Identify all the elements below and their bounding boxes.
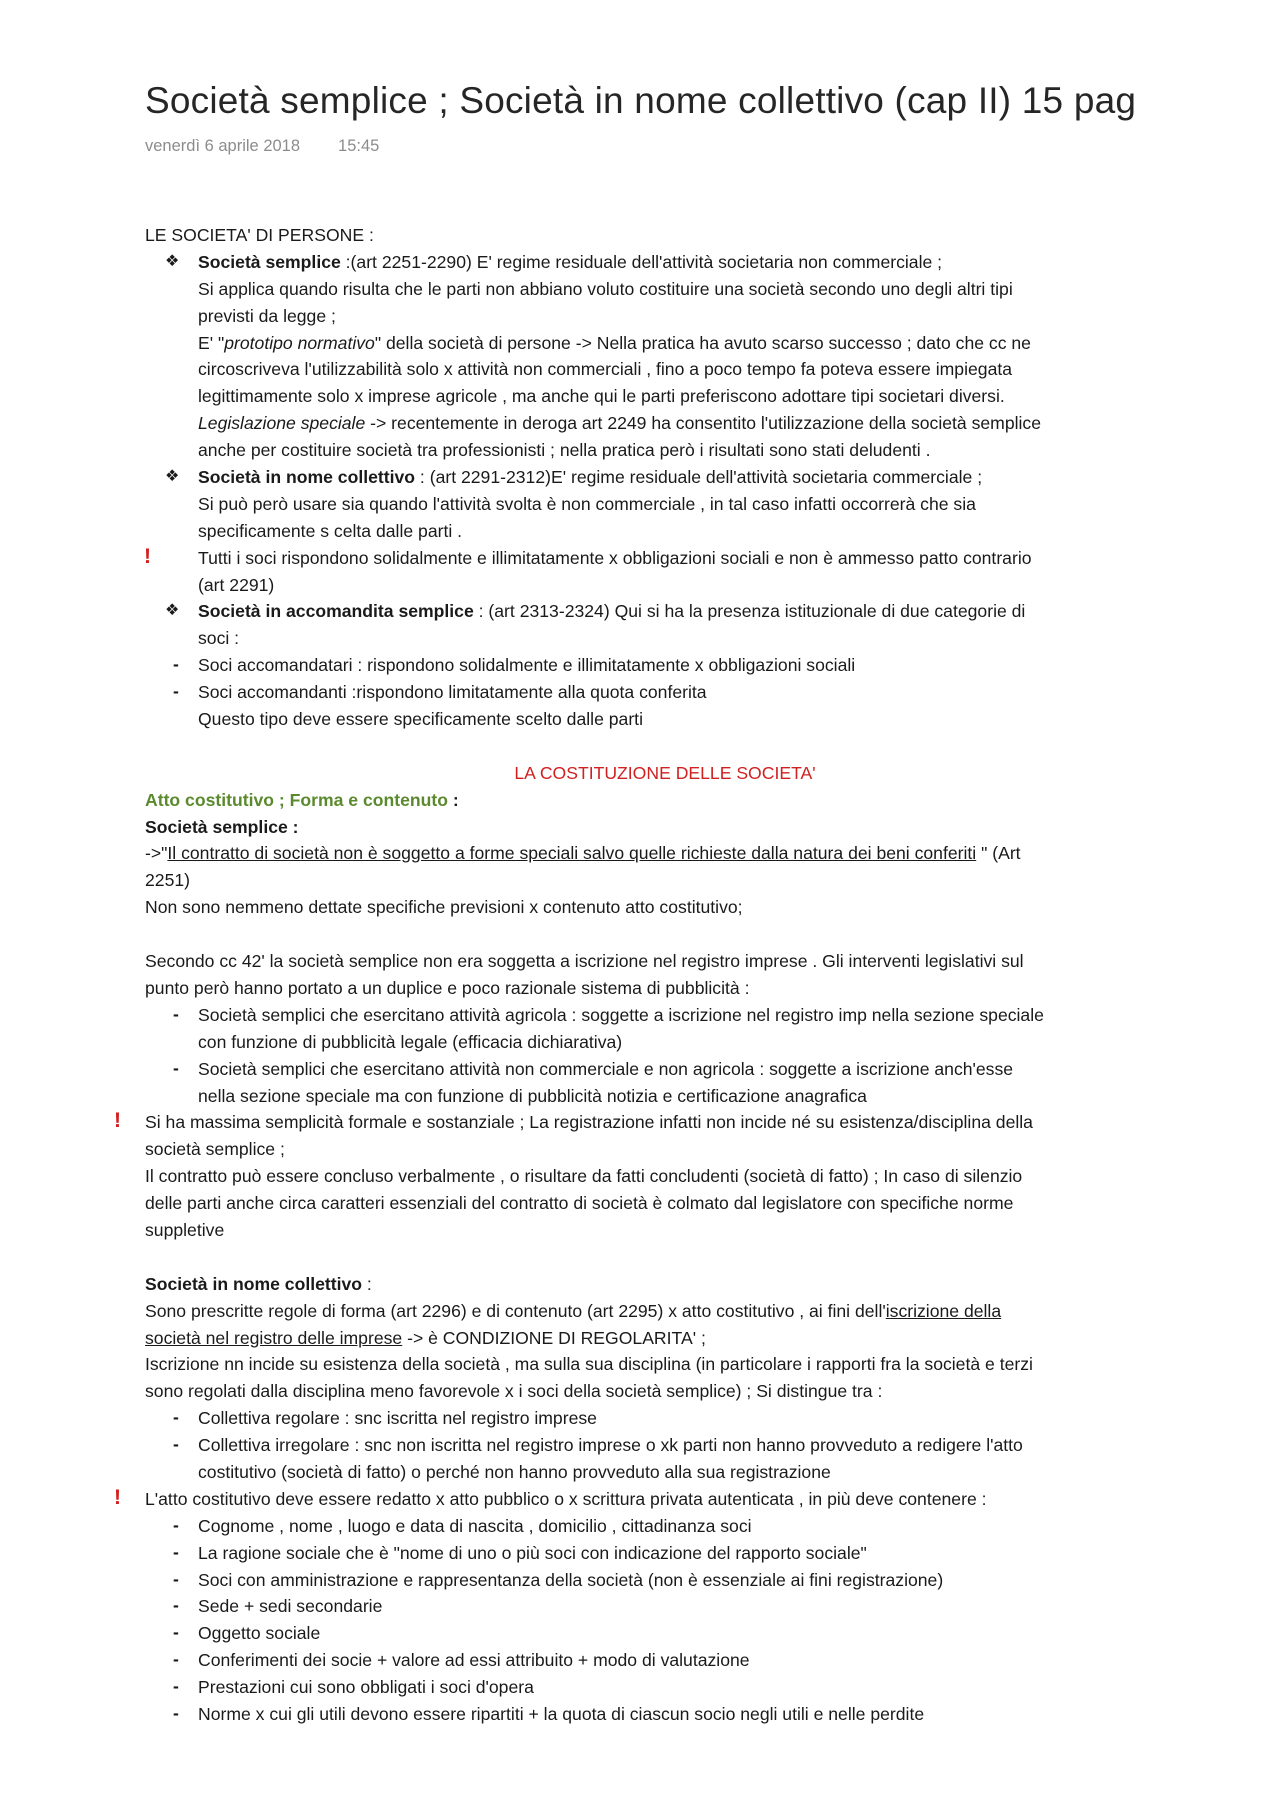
text-line: punto però hanno portato a un duplice e poco razionale sistema di pubblicità : [145,977,750,998]
diamond-bullet-icon: ❖ [165,602,180,620]
diamond-bullet-icon: ❖ [165,468,180,486]
quote-line: ->"Il contratto di società non è soggetto a forme speciali salvo quelle richieste dalla natura dei beni conferiti " (Art [145,843,1021,864]
dash-bullet-icon: - [173,1541,179,1562]
text-line: società nel registro delle imprese -> è CONDIZIONE DI REGOLARITA' ; [145,1327,706,1348]
list-item: - Soci accomandanti :rispondono limitatamente alla quota conferita [145,679,1185,706]
text-line: nella sezione speciale ma con funzione di pubblicità notizia e certificazione anagrafica [198,1085,867,1106]
text-line: anche per costituire società tra professionisti ; nella pratica però i risultati sono stati deludenti . [198,440,931,461]
exclamation-icon: ! [114,1109,121,1133]
page-title: Società semplice ; Società in nome collettivo (cap II) 15 pag [145,80,1137,121]
text-line: circoscriveva l'utilizzabilità solo x attività non commerciali , fino a poco tempo fa poteva essere impiegata [198,359,1013,380]
dash-bullet-icon: - [173,1568,179,1589]
note-time: 15:45 [338,137,380,155]
dash-bullet-icon: - [173,1702,179,1723]
note-date: venerdì 6 aprile 2018 [145,137,301,155]
dash-bullet-icon: - [173,1649,179,1670]
list-item: - Cognome , nome , luogo e data di nascita , domicilio , cittadinanza soci [145,1513,1185,1540]
text-line: con funzione di pubblicità legale (efficacia dichiarativa) [198,1031,623,1052]
text-line: delle parti anche circa caratteri essenziali del contratto di società è colmato dal legislatore con specifiche norme [145,1193,1014,1214]
list-item: - La ragione sociale che è "nome di uno o più soci con indicazione del rapporto sociale" [145,1540,1185,1567]
list-item: - Collettiva irregolare : snc non iscritta nel registro imprese o xk parti non hanno provveduto a redigere l'atto [145,1432,1185,1459]
section-heading: LE SOCIETA' DI PERSONE : [145,225,374,245]
dash-bullet-icon: - [173,1622,179,1643]
important-line: ! Tutti i soci rispondono solidalmente e illimitatamente x obbligazioni sociali e non è ammesso patto contrario [145,545,1185,572]
list-item: - Norme x cui gli utili devono essere ripartiti + la quota di ciascun socio negli utili e nelle perdite [145,1701,1185,1728]
list-item: ❖ Società semplice :(art 2251-2290) E' regime residuale dell'attività societaria non commerciale ; [145,249,1185,276]
text-line: sono regolati dalla disciplina meno favorevole x i soci della società semplice) ; Si distingue tra : [145,1381,883,1402]
text-line: Il contratto può essere concluso verbalmente , o risultare da fatti concludenti (società di fatto) ; In caso di silenzio [145,1166,1023,1187]
text-line: legittimamente solo x imprese agricole , ma anche qui le parti preferiscono adottare tipi societari diversi. [198,386,1005,407]
text-line: società semplice ; [145,1139,285,1160]
text-line: Secondo cc 42' la società semplice non era soggetta a iscrizione nel registro imprese . Gli interventi legislativi sul [145,951,1024,972]
dash-bullet-icon: - [173,681,179,702]
list-item: - Soci con amministrazione e rappresentanza della società (non è essenziale ai fini registrazione) [145,1567,1185,1594]
text-line: soci : [198,628,240,649]
list-item: ❖ Società in accomandita semplice : (art 2313-2324) Qui si ha la presenza istituzionale di due categorie di [145,598,1185,625]
note-body [114,222,1185,1728]
subsection-heading: Atto costitutivo ; Forma e contenuto : [145,789,459,810]
subsection-heading: Società in nome collettivo : [145,1273,372,1294]
text-line: costitutivo (società di fatto) o perché non hanno provveduto alla sua registrazione [198,1461,831,1482]
text-line: Legislazione speciale -> recentemente in deroga art 2249 ha consentito l'utilizzazione della società semplice [198,413,1042,434]
dash-bullet-icon: - [173,1676,179,1697]
list-item: - Collettiva regolare : snc iscritta nel registro imprese [145,1405,1185,1432]
list-item: - Società semplici che esercitano attività non commerciale e non agricola : soggette a iscrizione anch'esse [145,1056,1185,1083]
important-line: ! L'atto costitutivo deve essere redatto x atto pubblico o x scrittura privata autenticata , in più deve contenere : [145,1486,1185,1513]
list-item: ❖ Società in nome collettivo : (art 2291-2312)E' regime residuale dell'attività societaria commerciale ; [145,464,1185,491]
exclamation-icon: ! [144,544,151,568]
text-line: Si applica quando risulta che le parti non abbiano voluto costituire una società secondo uno degli altri tipi [198,278,1013,299]
list-item: - Sede + sedi secondarie [145,1593,1185,1620]
text-line: specificamente s celta dalle parti . [198,520,463,541]
note-timestamp [145,137,379,156]
text-line: Si può però usare sia quando l'attività svolta è non commerciale , in tal caso infatti occorrerà che sia [198,493,976,514]
dash-bullet-icon: - [173,1407,179,1428]
text-line: Non sono nemmeno dettate specifiche previsioni x contenuto atto costitutivo; [145,897,743,918]
text-line: previsti da legge ; [198,305,336,326]
text-line: Sono prescritte regole di forma (art 2296) e di contenuto (art 2295) x atto costitutivo , ai fini dell'iscrizione della [145,1300,1002,1321]
text-line: E' "prototipo normativo" della società di persone -> Nella pratica ha avuto scarso successo ; dato che cc ne [198,332,1031,353]
text-line: (art 2291) [198,574,275,595]
text-line: Iscrizione nn incide su esistenza della società , ma sulla sua disciplina (in particolare i rapporti fra la società e terzi [145,1354,1033,1375]
dash-bullet-icon: - [173,1514,179,1535]
diamond-bullet-icon: ❖ [165,252,180,270]
exclamation-icon: ! [114,1485,121,1509]
list-item: - Soci accomandatari : rispondono solidalmente e illimitatamente x obbligazioni sociali [145,652,1185,679]
dash-bullet-icon: - [173,1434,179,1455]
list-item: - Prestazioni cui sono obbligati i soci d'opera [145,1674,1185,1701]
dash-bullet-icon: - [173,1057,179,1078]
dash-bullet-icon: - [173,654,179,675]
list-item: - Conferimenti dei socie + valore ad essi attribuito + modo di valutazione [145,1647,1185,1674]
section-title: LA COSTITUZIONE DELLE SOCIETA' [514,762,816,783]
list-item: - Oggetto sociale [145,1620,1185,1647]
dash-bullet-icon: - [173,1595,179,1616]
dash-bullet-icon: - [173,1003,179,1024]
text-line: Questo tipo deve essere specificamente scelto dalle parti [198,709,643,730]
important-line: ! Si ha massima semplicità formale e sostanziale ; La registrazione infatti non incide né su esistenza/disciplina della [145,1109,1185,1136]
text-line: 2251) [145,870,190,891]
subsection-heading: Società semplice : [145,816,299,837]
text-line: suppletive [145,1219,225,1240]
list-item: - Società semplici che esercitano attività agricola : soggette a iscrizione nel registro imp nella sezione speciale [145,1002,1185,1029]
